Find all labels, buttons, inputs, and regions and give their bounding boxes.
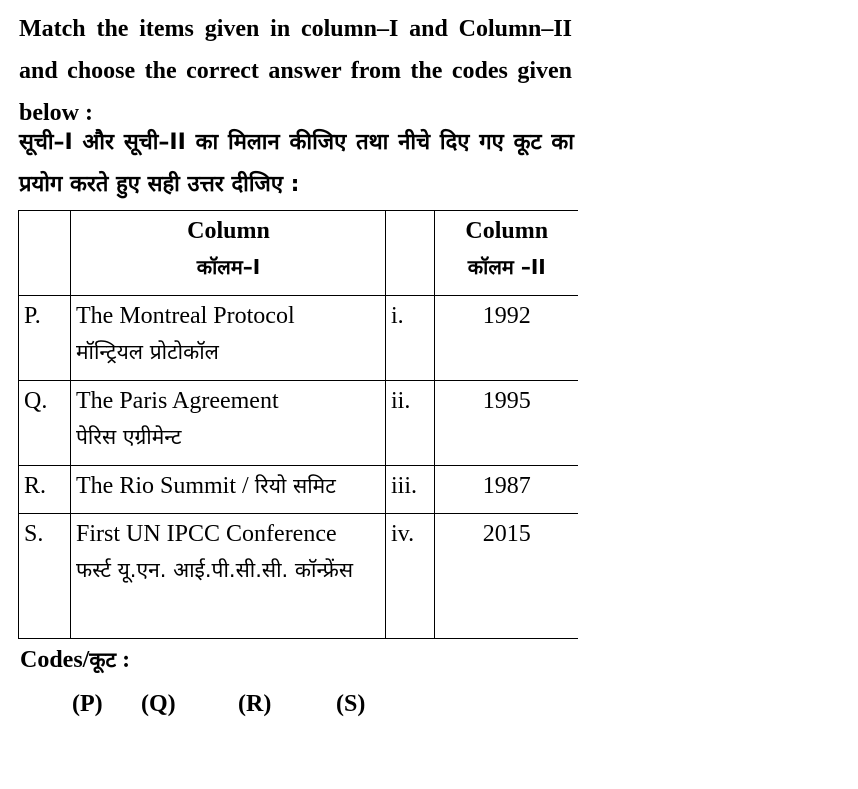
column-1-header-en: Column [187, 218, 270, 244]
row-item-hi: फर्स्ट यू.एन. आई.पी.सी.सी. कॉन्फ्रेंस [76, 558, 354, 582]
row-item-en: First UN IPCC Conference [76, 521, 337, 547]
code-letter-r: (R) [238, 691, 272, 717]
row-item-en: The Montreal Protocol [76, 303, 295, 329]
table-row [19, 296, 578, 381]
row-item [71, 296, 386, 381]
column-1-header-hi: कॉलम–I [196, 255, 261, 279]
row-num: iv. [386, 514, 435, 639]
row-item [71, 381, 386, 466]
header-key-cell [19, 211, 71, 296]
row-item-hi: मॉन्ट्रियल प्रोटोकॉल [76, 340, 219, 364]
row-key: P. [19, 296, 71, 381]
column-2-header-hi: कॉलम –II [467, 255, 546, 279]
table-row [19, 466, 578, 514]
row-item [71, 466, 386, 514]
table-row [19, 514, 578, 639]
row-key: R. [19, 466, 71, 514]
code-letter-p: (P) [72, 691, 103, 717]
row-num: i. [386, 296, 435, 381]
code-letter-s: (S) [336, 691, 366, 717]
codes-label-en: Codes/ [20, 647, 90, 673]
row-value: 1987 [435, 466, 578, 514]
question-english: Match the items given in column–I and Column–II and choose the correct answer from the codes given below : [19, 16, 572, 126]
question-hindi: सूची–I और सूची–II का मिलान कीजिए तथा नीचे दिए गए कूट का प्रयोग करते हुए सही उत्तर दीजिए : [19, 130, 575, 197]
row-item [71, 514, 386, 639]
table-header-row [19, 211, 578, 296]
row-item-en: The Paris Agreement [76, 388, 279, 414]
row-key: S. [19, 514, 71, 639]
table-row [19, 381, 578, 466]
row-num: ii. [386, 381, 435, 466]
codes-label-hi: कूट [89, 648, 117, 672]
row-item-hi: रियो समिट [254, 474, 336, 498]
column-2-header [435, 211, 578, 296]
row-value: 2015 [435, 514, 578, 639]
codes-label [20, 642, 130, 678]
row-key: Q. [19, 381, 71, 466]
row-item-hi: पेरिस एग्रीमेन्ट [76, 425, 182, 449]
row-value: 1992 [435, 296, 578, 381]
row-item-en: The Rio Summit / [76, 473, 255, 499]
row-num: iii. [386, 466, 435, 514]
match-table [18, 210, 578, 639]
column-1-header [71, 211, 386, 296]
code-letter-q: (Q) [141, 691, 176, 717]
row-value: 1995 [435, 381, 578, 466]
codes-colon: : [116, 647, 131, 673]
column-2-header-en: Column [465, 218, 549, 244]
header-num-cell [386, 211, 435, 296]
